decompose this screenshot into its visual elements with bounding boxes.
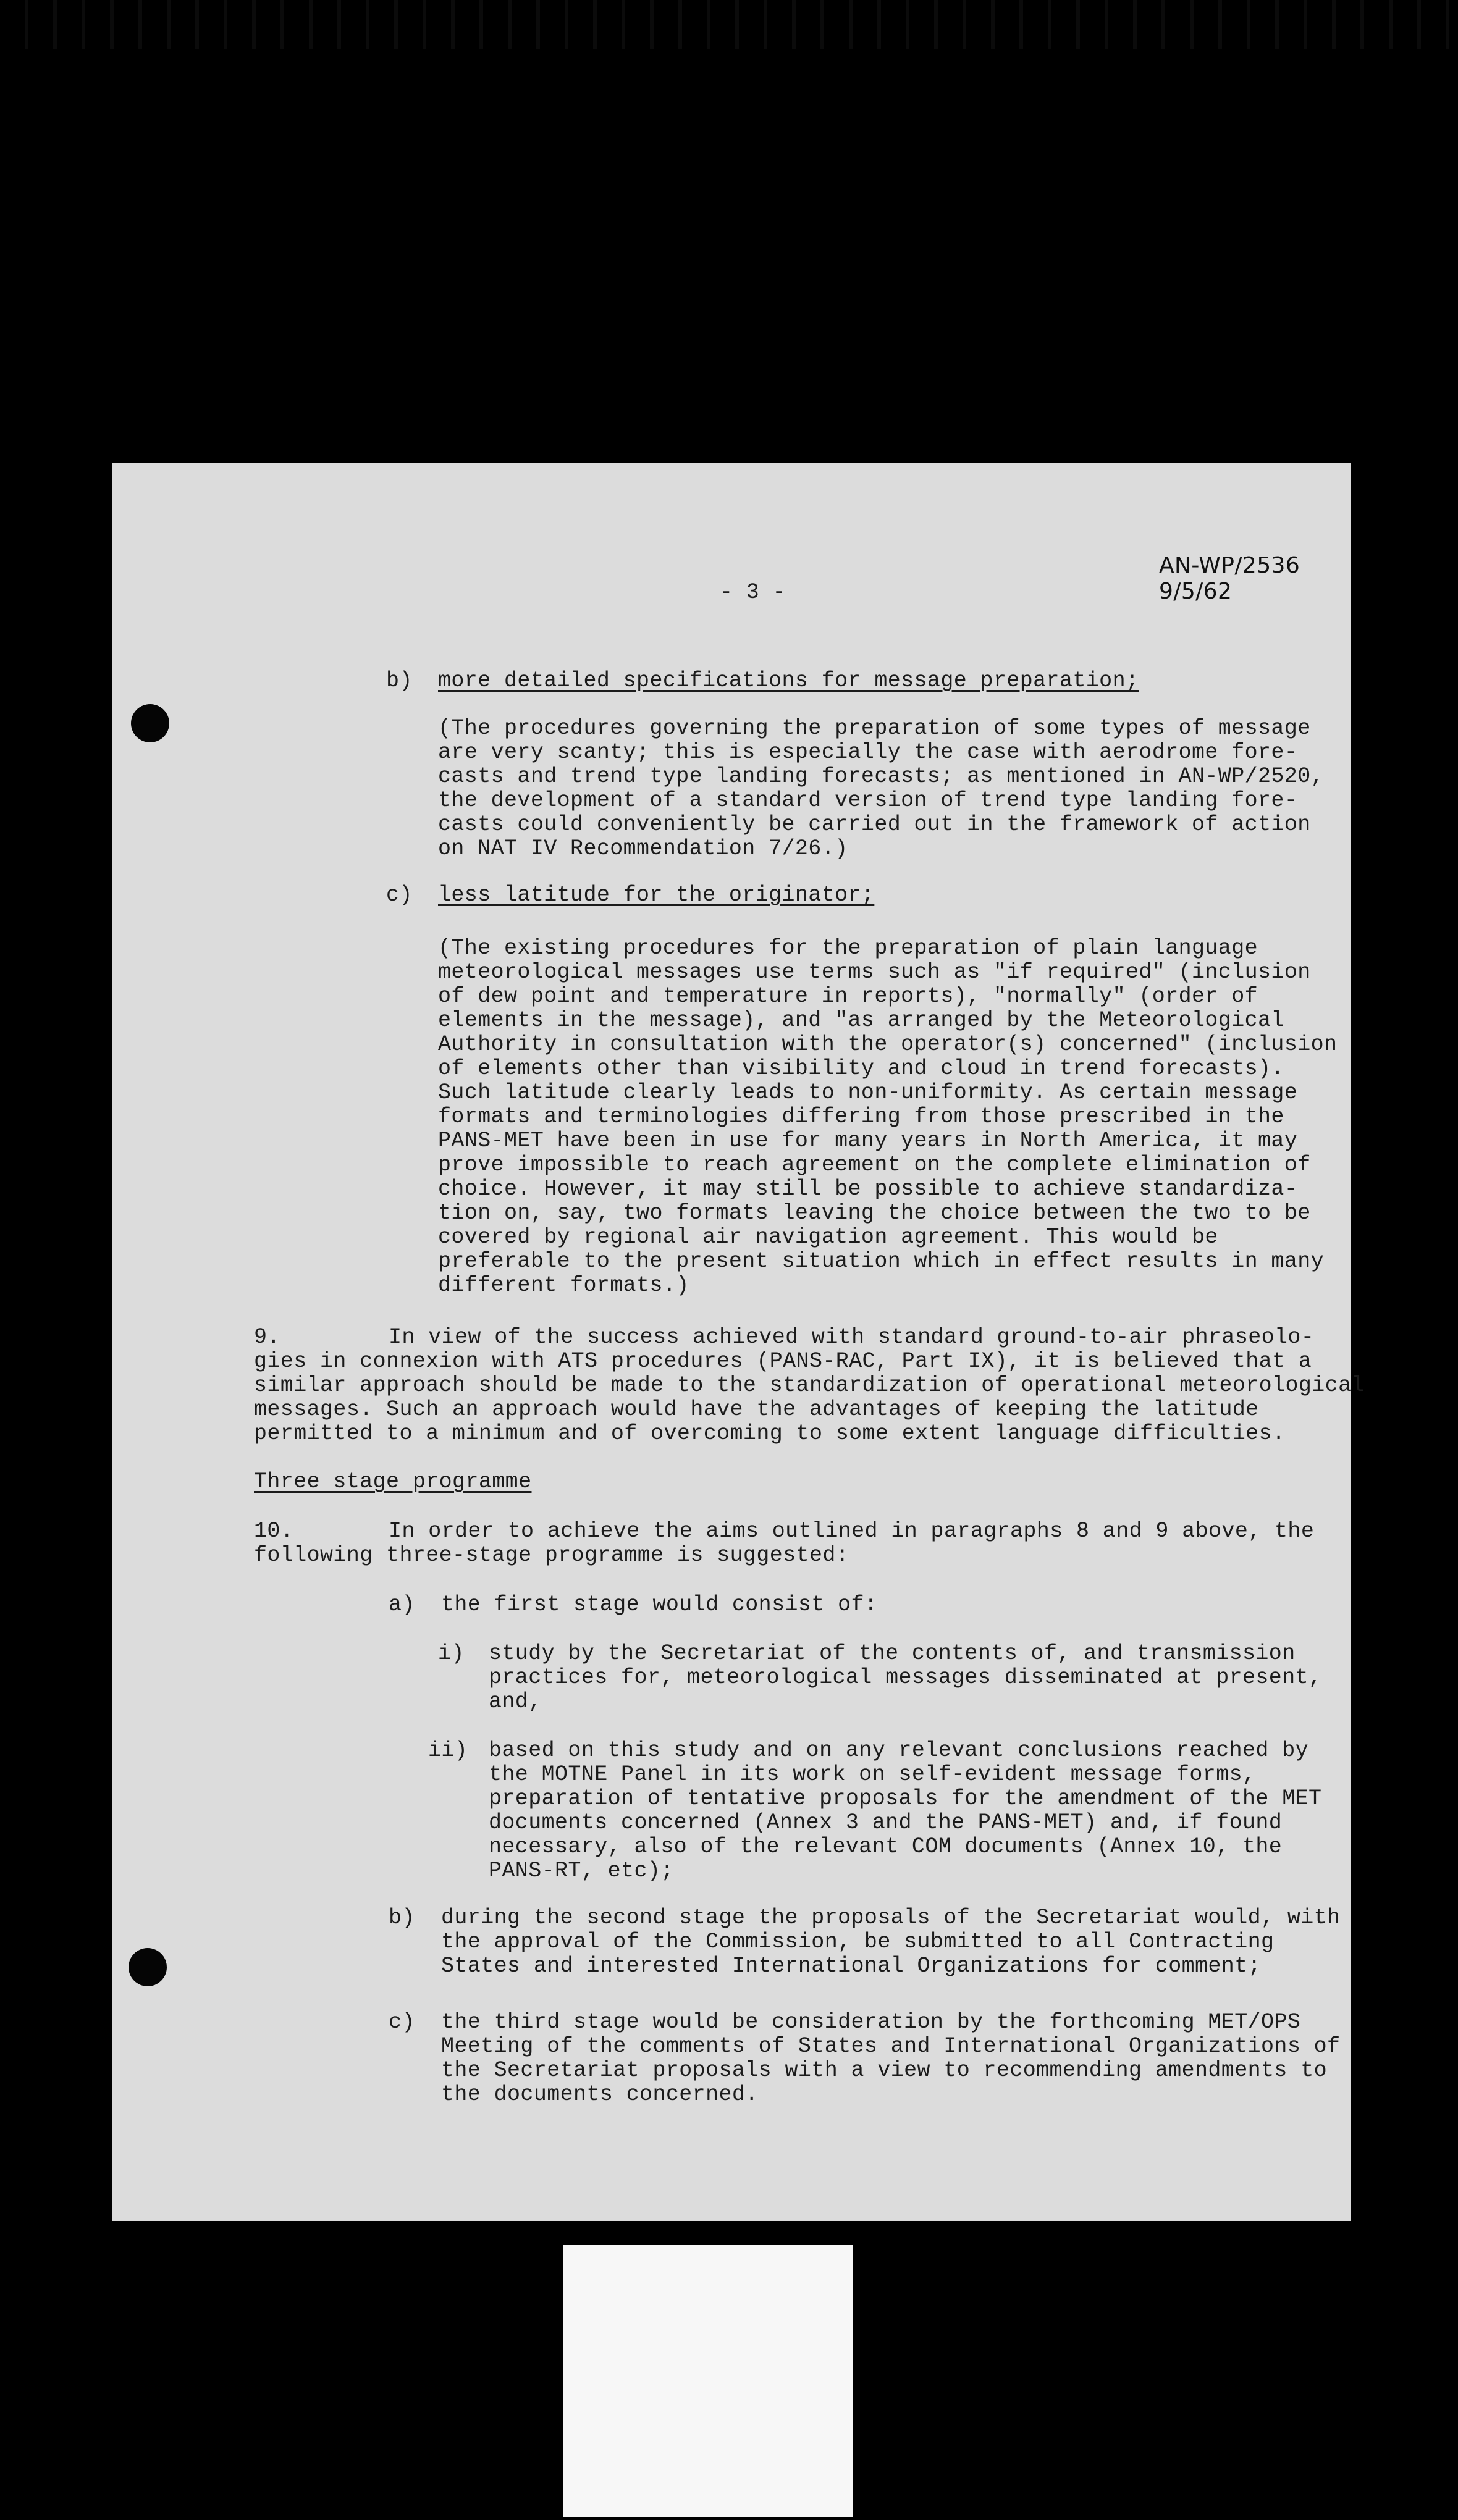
- item-c-marker: c): [386, 883, 413, 907]
- para-9-body: gies in connexion with ATS procedures (PANS-RAC, Part IX), it is believed that a similar approach should be made to the standardization of operational meteorological messages. Such an approach would have the advantages of keeping the latitude permitted to a minimum and of overcoming to some extent language difficulties.: [254, 1349, 1365, 1446]
- punch-hole-bottom: [129, 1948, 167, 1986]
- item-b-paragraph: (The procedures governing the preparation of some types of message are very scanty; this is especially the case with aerodrome fore- casts and trend type landing forecasts; as mentioned in AN-WP/2520, the development of a standard version of trend type landing fore- casts could conveniently be carried out in the framework of action on NAT IV Recommendation 7/26.): [438, 716, 1325, 861]
- item-c-paragraph: (The existing procedures for the preparation of plain language meteorological messages use terms such as "if required" (inclusion of dew point and temperature in reports), "normally" (order of elements in the message), and "as arranged by the Meteorological Authority in consultation with the operator(s) concerned" (inclusion of elements other than visibility and cloud in trend forecasts). Such latitude clearly leads to non-uniformity. As certain message formats and terminologies differing from those prescribed in the PANS-MET have been in use for many years in North America, it may prove impossible to reach agreement on the complete elimination of choice. However, it may still be possible to achieve standardiza- tion on, say, two formats leaving the choice between the two to be covered by regional air navigation agreement. This would be preferable to the present situation which in effect results in many different formats.): [438, 936, 1338, 1298]
- para-10-body: following three-stage programme is suggested:: [254, 1543, 849, 1568]
- stage-b-marker: b): [389, 1905, 415, 1930]
- document-date: 9/5/62: [1159, 579, 1233, 604]
- stage-a-sub-ii-text: based on this study and on any relevant conclusions reached by the MOTNE Panel in its work on self-evident message forms, preparation of tentative proposals for the amendment of the MET documents concerned (Annex 3 and the PANS-MET) and, if found necessary, also of the relevant COM documents (Annex 10, the PANS-RT, etc);: [489, 1738, 1322, 1883]
- stage-b-text: during the second stage the proposals of the Secretariat would, with the approval of the Commission, be submitted to all Contracting States and interested International Organizations for comment;: [441, 1905, 1341, 1978]
- blank-label: [563, 2245, 853, 2517]
- para-10-number: 10.: [254, 1519, 294, 1544]
- document-reference: AN-WP/2536: [1159, 553, 1300, 578]
- stage-c-text: the third stage would be consideration by the forthcoming MET/OPS Meeting of the comments of States and International Organizations of the Secretariat proposals with a view to recommending amendments to the documents concerned.: [441, 2010, 1341, 2107]
- stage-a-sub-i-marker: i): [438, 1641, 465, 1666]
- punch-hole-top: [131, 704, 169, 742]
- stage-a-marker: a): [389, 1592, 415, 1617]
- film-edge: [0, 0, 1458, 49]
- page-number: - 3 -: [720, 580, 786, 605]
- stage-a-sub-ii-marker: ii): [428, 1738, 468, 1763]
- para-9-number: 9.: [254, 1325, 280, 1350]
- item-b-marker: b): [386, 668, 413, 693]
- stage-a-text: the first stage would consist of:: [441, 1592, 878, 1617]
- document-page: [112, 463, 1365, 2221]
- stage-c-marker: c): [389, 2010, 415, 2035]
- stage-a-sub-i-text: study by the Secretariat of the contents of, and transmission practices for, meteorological messages disseminated at present, and,: [489, 1641, 1322, 1714]
- item-b-heading: more detailed specifications for message preparation;: [438, 668, 1139, 693]
- para-10-first-line: In order to achieve the aims outlined in paragraphs 8 and 9 above, the: [389, 1519, 1315, 1544]
- para-9-first-line: In view of the success achieved with standard ground-to-air phraseolo-: [389, 1325, 1315, 1350]
- section-heading: Three stage programme: [254, 1469, 532, 1494]
- item-c-heading: less latitude for the originator;: [438, 883, 875, 907]
